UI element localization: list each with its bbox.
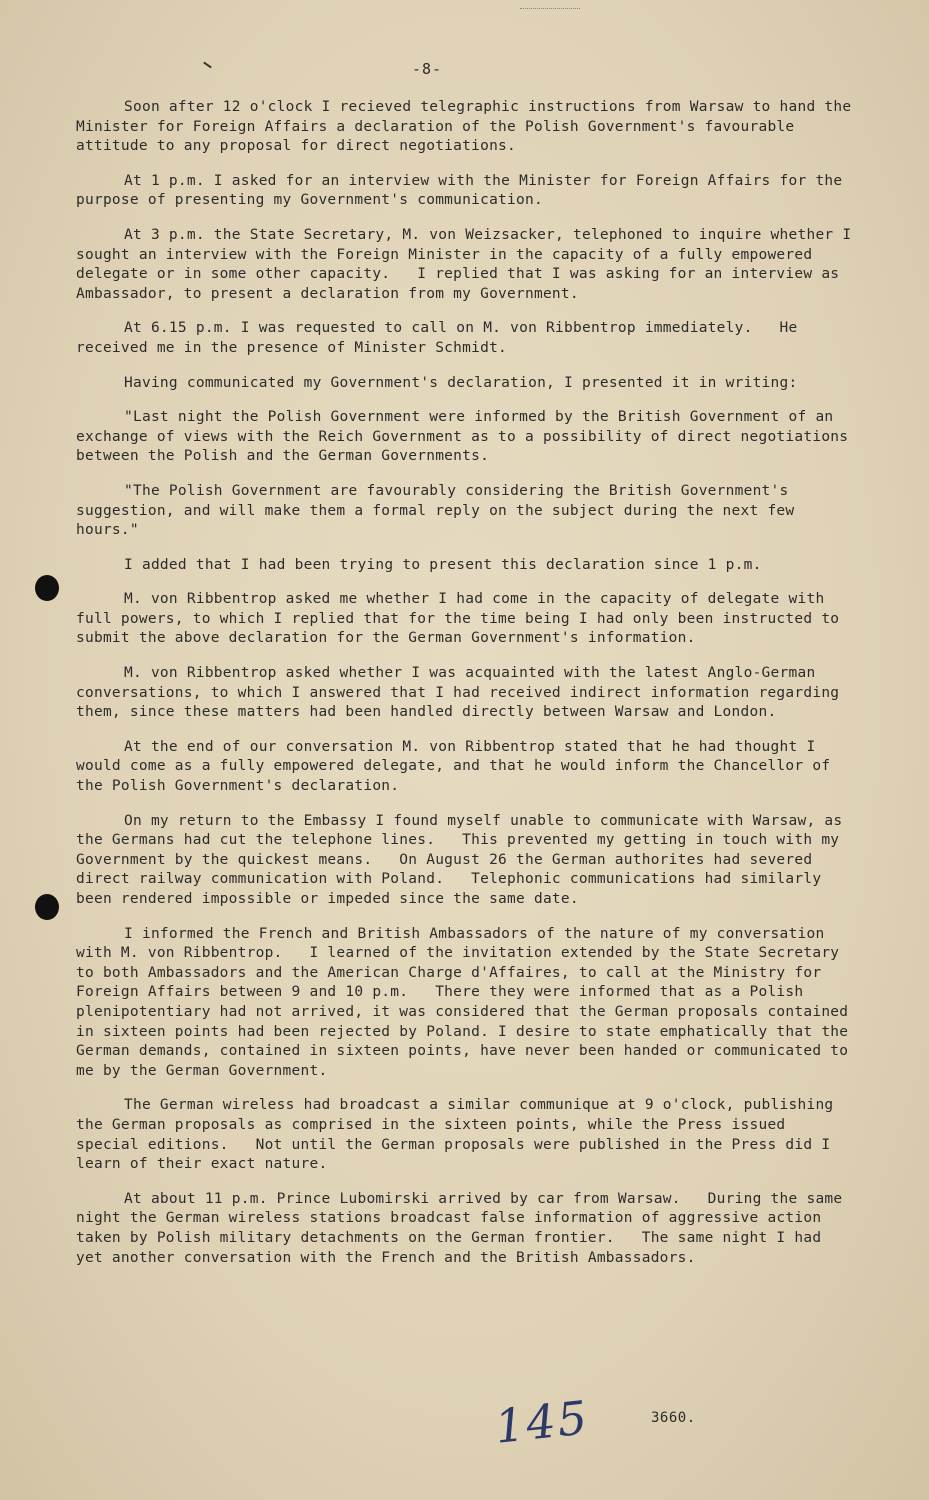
paragraph-anglo-german-conversations: M. von Ribbentrop asked whether I was acquainted with the latest Anglo-German conversations, to which I answered that I had received indirect information regarding them, since these matters had been handled directly between Warsaw and London. xyxy=(76,665,849,721)
paragraph-quote-first: "Last night the Polish Government were informed by the British Government of an exchange of views with the Reich Government as to a possibility of direct negotiations between the Polish and the German Governments. xyxy=(76,409,858,465)
file-reference-number: 3660. xyxy=(651,1410,696,1426)
paragraph-prince-lubomirski: At about 11 p.m. Prince Lubomirski arrived by car from Warsaw. During the same night the German wireless stations broadcast false information of aggressive action taken by Polish military detachments on the German frontier. The same night I had yet another conversation with the French and the British Ambassadors. xyxy=(76,1190,852,1266)
paragraph-trying-since: I added that I had been trying to present this declaration since 1 p.m. xyxy=(124,556,762,573)
handwritten-folio-number: 145 xyxy=(492,1390,592,1454)
paragraph-interview-request: At 1 p.m. I asked for an interview with the Minister for Foreign Affairs for the purpose of presenting my Government's communication. xyxy=(76,172,852,209)
paragraph-full-powers-question: M. von Ribbentrop asked me whether I had come in the capacity of delegate with full powers, to which I replied that for the time being I had only been instructed to submit the above declaration for the German Government's information. xyxy=(76,591,849,647)
paragraph-instructions: Soon after 12 o'clock I recieved telegraphic instructions from Warsaw to hand the Minister for Foreign Affairs a declaration of the Polish Government's favourable attitude to any proposal for direct negotiations. xyxy=(76,99,861,155)
paragraph-wireless-broadcast: The German wireless had broadcast a similar communique at 9 o'clock, publishing the German proposals as comprised in the sixteen points, while the Press issued special editions. Not until the German proposals were published in the Press did I learn of their exact nature. xyxy=(76,1097,843,1173)
paragraph-ambassadors-informed: I informed the French and British Ambassadors of the nature of my conversation with M. von Ribbentrop. I learned of the invitation extended by the State Secretary to both Ambassadors and the American Charge d'Affaires, to call at the Ministry for Foreign Affairs between 9 and 10 p.m. There they were informed that as a Polish plenipotentiary had not arrived, it was considered that the German proposals contained in sixteen points had been rejected by Poland. I desire to state emphatically that the German demands, contained in sixteen points, have never been handed or communicated to me by the German Government. xyxy=(76,925,858,1079)
top-edge-mark xyxy=(520,0,580,9)
paragraph-state-secretary-call: At 3 p.m. the State Secretary, M. von Weizsacker, telephoned to inquire whether I sought an interview with the Foreign Minister in the capacity of a fully empowered delegate or in some other capacity. I replied that I was asking for an interview as Ambassador, to present a declaration from my Government. xyxy=(76,226,861,302)
punch-hole-top xyxy=(35,575,59,601)
paragraph-ribbentrop-meeting: At 6.15 p.m. I was requested to call on M. von Ribbentrop immediately. He received me in the presence of Minister Schmidt. xyxy=(76,320,807,356)
paragraph-end-of-conversation: At the end of our conversation M. von Ribbentrop stated that he had thought I would come as a fully empowered delegate, and that he would inform the Chancellor of the Polish Government's declaration. xyxy=(76,738,840,795)
paragraph-quote-second: "The Polish Government are favourably considering the British Government's suggestion, and will make them a formal reply on the subject during the next few hours." xyxy=(76,482,804,539)
paragraph-declaration-presented: Having communicated my Government's declaration, I presented it in writing: xyxy=(124,374,798,391)
pen-tick-mark xyxy=(203,62,212,69)
document-body xyxy=(76,98,861,1283)
paragraph-lines-cut: On my return to the Embassy I found myself unable to communicate with Warsaw, as the Germans had cut the telephone lines. This prevented my getting in touch with my Government by the quickest means. On August 26 the German authorites had severed direct railway communication with Poland. Telephonic communications had similarly been rendered impossible or impeded since the same date. xyxy=(76,812,852,907)
punch-hole-bottom xyxy=(35,894,59,920)
page-number: -8- xyxy=(412,60,443,78)
